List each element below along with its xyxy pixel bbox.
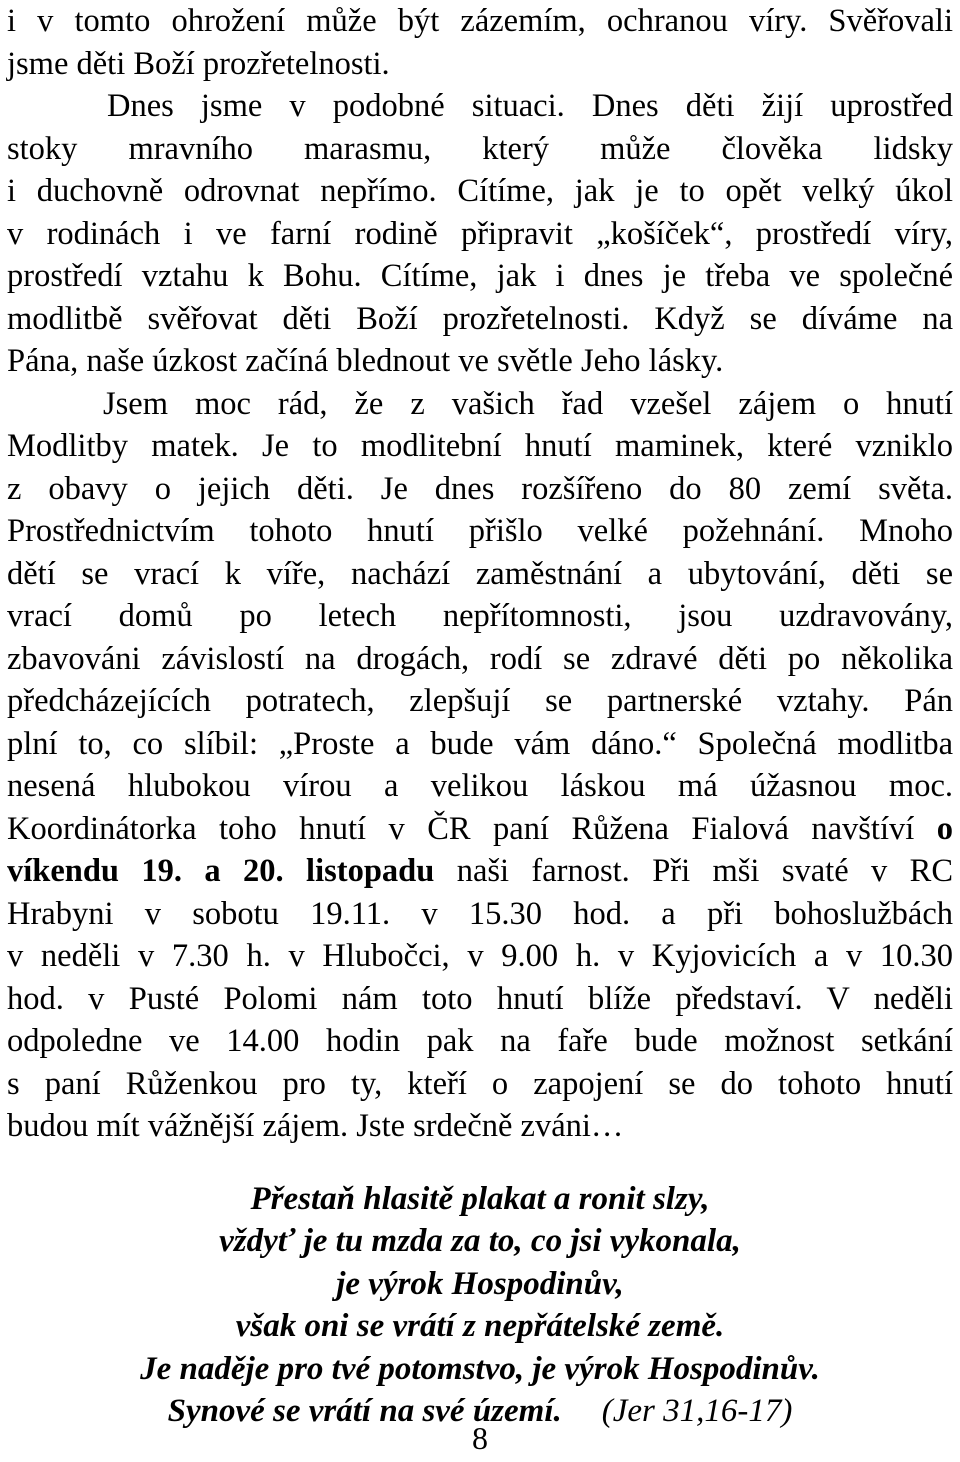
text-line: prostředí vztahu k Bohu. Cítíme, jak i dnes je třeba ve společné (7, 258, 953, 294)
bible-quote (7, 1178, 953, 1433)
text-line: Dnes jsme v podobné situaci. Dnes děti žijí uprostřed (107, 88, 953, 124)
text-line-content: Koordinátorka toho hnutí v ČR paní Růžena Fialová navštíví (7, 810, 915, 847)
quote-line: Je naděje pro tvé potomstvo, je výrok Hospodinův. (140, 1350, 820, 1387)
quote-line: však oni se vrátí z nepřátelské země. (235, 1308, 725, 1344)
text-line: dětí se vrací k víře, nachází zaměstnání a ubytování, děti se (7, 555, 953, 592)
bold-date-text: víkendu 19. a 20. listopadu (7, 853, 435, 889)
text-line: Hrabyni v sobotu 19.11. v 15.30 hod. a při bohoslužbách (7, 895, 953, 932)
text-line: jsme děti Boží prozřetelnosti. (7, 45, 390, 82)
page-number: 8 (472, 1420, 488, 1456)
text-line: vrací domů po letech nepřítomnosti, jsou uzdravovány, (7, 598, 953, 634)
text-line: stoky mravního marasmu, který může člověka lidsky (7, 130, 953, 167)
text-line: zbavováni závislostí na drogách, rodí se zdravé děti po několika (7, 640, 953, 677)
quote-line: je výrok Hospodinův, (336, 1265, 624, 1302)
text-line-content: naši farnost. Při mši svaté v RC (434, 853, 953, 889)
bold-text: o (936, 810, 953, 847)
text-line: Jsem moc rád, že z vašich řad vzešel zájem o hnutí (103, 385, 953, 422)
quote-line-text: Synové se vrátí na své území. (167, 1393, 562, 1429)
text-line: nesená hlubokou vírou a velikou láskou má úžasnou moc. (7, 768, 953, 804)
text-line: předcházejících potratech, zlepšují se partnerské vztahy. Pán (7, 683, 953, 719)
text-line: i duchovně odrovnat nepřímo. Cítíme, jak je to opět velký úkol (7, 173, 953, 209)
text-line: Pána, naše úzkost začíná blednout ve světle Jeho lásky. (7, 343, 724, 379)
text-line: plní to, co slíbil: „Proste a bude vám dáno.“ Společná modlitba (7, 725, 953, 762)
text-line: Modlitby matek. Je to modlitební hnutí maminek, které vzniklo (7, 428, 953, 464)
text-line: v neděli v 7.30 h. v Hlubočci, v 9.00 h. v Kyjovicích a v 10.30 (7, 938, 953, 974)
text-line: v rodinách i ve farní rodině připravit „košíček“, prostředí víry, (7, 215, 953, 252)
text-line: hod. v Pusté Polomi nám toto hnutí blíže představí. V neděli (7, 980, 953, 1017)
text-line: i v tomto ohrožení může být zázemím, ochranou víry. Svěřovali (7, 3, 953, 39)
text-line: odpoledne ve 14.00 hodin pak na faře bude možnost setkání (7, 1023, 953, 1059)
quote-line: vždyť je tu mzda za to, co jsi vykonala, (219, 1223, 741, 1259)
text-line: budou mít vážnější zájem. Jste srdečně zváni… (7, 1108, 624, 1144)
document-page (7, 0, 953, 1433)
text-line: z obavy o jejich děti. Je dnes rozšířeno do 80 zemí světa. (7, 470, 953, 507)
text-line: Prostřednictvím tohoto hnutí přišlo velké požehnání. Mnoho (7, 513, 953, 549)
text-line: modlitbě svěřovat děti Boží prozřetelnosti. Když se díváme na (7, 300, 953, 337)
text-line (7, 850, 953, 893)
bible-reference: (Jer 31,16-17) (601, 1393, 793, 1429)
text-line (7, 808, 953, 851)
article-body (7, 0, 953, 1148)
quote-line: Přestaň hlasitě plakat a ronit slzy, (250, 1180, 710, 1217)
text-line: s paní Růženkou pro ty, kteří o zapojení se do tohoto hnutí (7, 1065, 953, 1102)
